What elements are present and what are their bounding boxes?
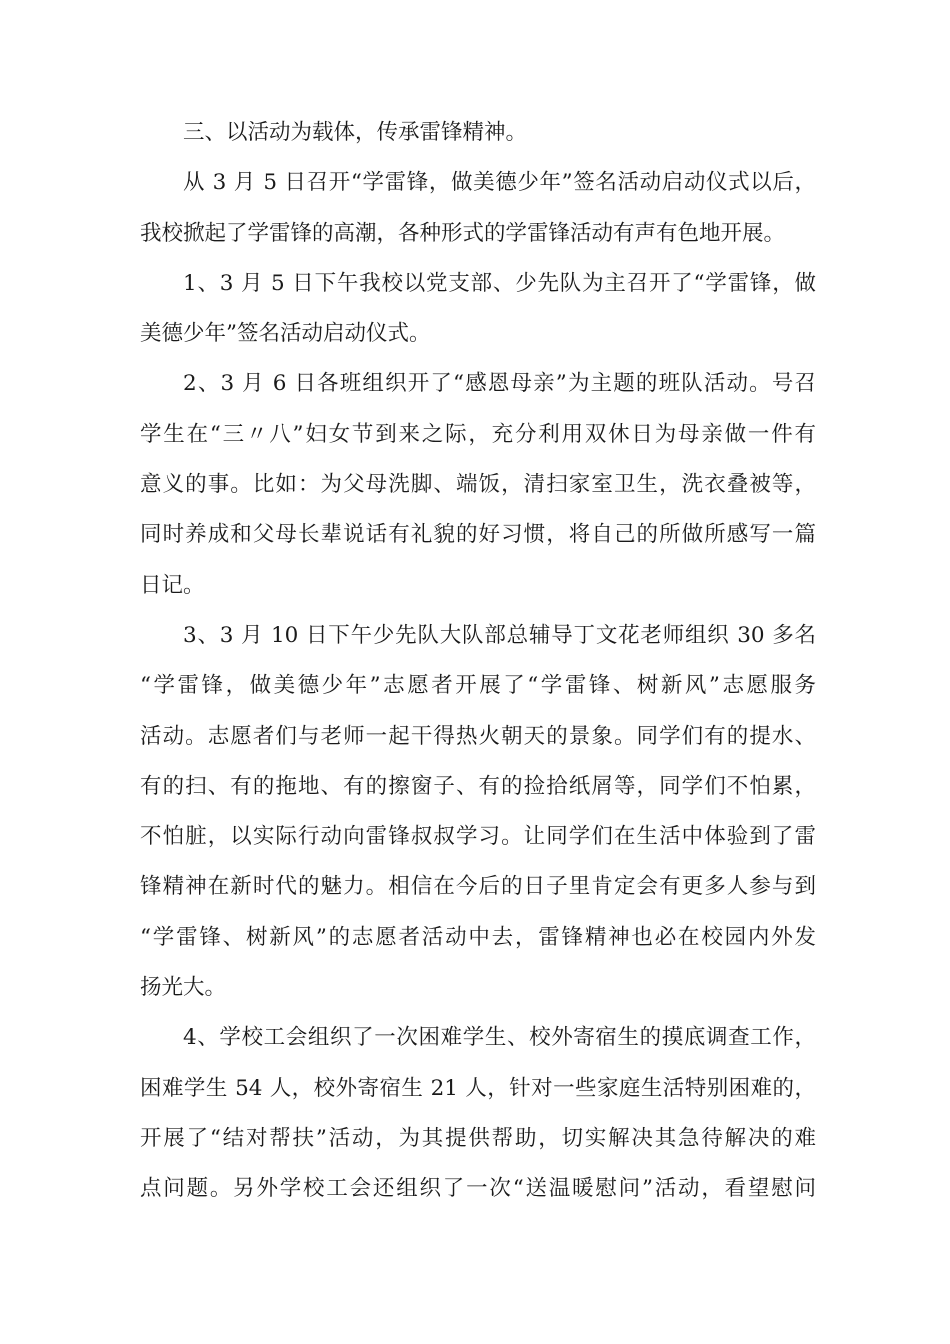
paragraph-item-2: [140, 359, 816, 610]
document-body: [140, 108, 816, 1215]
text-line: 锋精神在新时代的魅力。相信在今后的日子里肯定会有更多人参与到: [140, 874, 816, 900]
text-line: 活动。志愿者们与老师一起干得热火朝天的景象。同学们有的提水、: [140, 723, 816, 749]
text-line: 点问题。另外学校工会还组织了一次“送温暖慰问”活动，看望慰问: [140, 1176, 816, 1202]
text-line: 日记。: [140, 572, 205, 598]
paragraph-item-3: [140, 611, 816, 1013]
paragraph-item-1: [140, 259, 816, 360]
paragraph-item-4: [140, 1013, 816, 1214]
paragraph-intro: [140, 158, 816, 259]
text-line: 开展了“结对帮扶”活动，为其提供帮助，切实解决其急待解决的难: [140, 1125, 816, 1151]
text-line: 1、3 月 5 日下午我校以党支部、少先队为主召开了“学雷锋，做: [183, 270, 816, 296]
text-line: 有的扫、有的拖地、有的擦窗子、有的捡拾纸屑等，同学们不怕累，: [140, 773, 816, 799]
text-line: 学生在“三〃八”妇女节到来之际，充分利用双休日为母亲做一件有: [140, 421, 816, 447]
section-heading: [140, 108, 816, 158]
text-line: 我校掀起了学雷锋的高潮，各种形式的学雷锋活动有声有色地开展。: [140, 220, 786, 246]
text-line: 扬光大。: [140, 975, 227, 1001]
text-line: 困难学生 54 人，校外寄宿生 21 人，针对一些家庭生活特别困难的，: [140, 1075, 816, 1101]
text-line: “学雷锋、树新风”的志愿者活动中去，雷锋精神也必在校园内外发: [140, 924, 816, 950]
text-line: 2、3 月 6 日各班组织开了“感恩母亲”为主题的班队活动。号召: [183, 371, 816, 397]
text-line: 3、3 月 10 日下午少先队大队部总辅导丁文花老师组织 30 多名: [183, 622, 816, 648]
text-line: 4、学校工会组织了一次困难学生、校外寄宿生的摸底调查工作，: [183, 1025, 816, 1051]
text-line: 不怕脏，以实际行动向雷锋叔叔学习。让同学们在生活中体验到了雷: [140, 824, 816, 850]
text-line: 从 3 月 5 日召开“学雷锋，做美德少年”签名活动启动仪式以后，: [183, 170, 816, 196]
text-line: 三、以活动为载体，传承雷锋精神。: [183, 120, 528, 145]
text-line: 同时养成和父母长辈说话有礼貌的好习惯，将自己的所做所感写一篇: [140, 522, 816, 548]
text-line: “学雷锋，做美德少年”志愿者开展了“学雷锋、树新风”志愿服务: [140, 673, 816, 699]
text-line: 美德少年”签名活动启动仪式。: [140, 321, 431, 347]
text-line: 意义的事。比如：为父母洗脚、端饭，清扫家室卫生，洗衣叠被等，: [140, 472, 816, 498]
